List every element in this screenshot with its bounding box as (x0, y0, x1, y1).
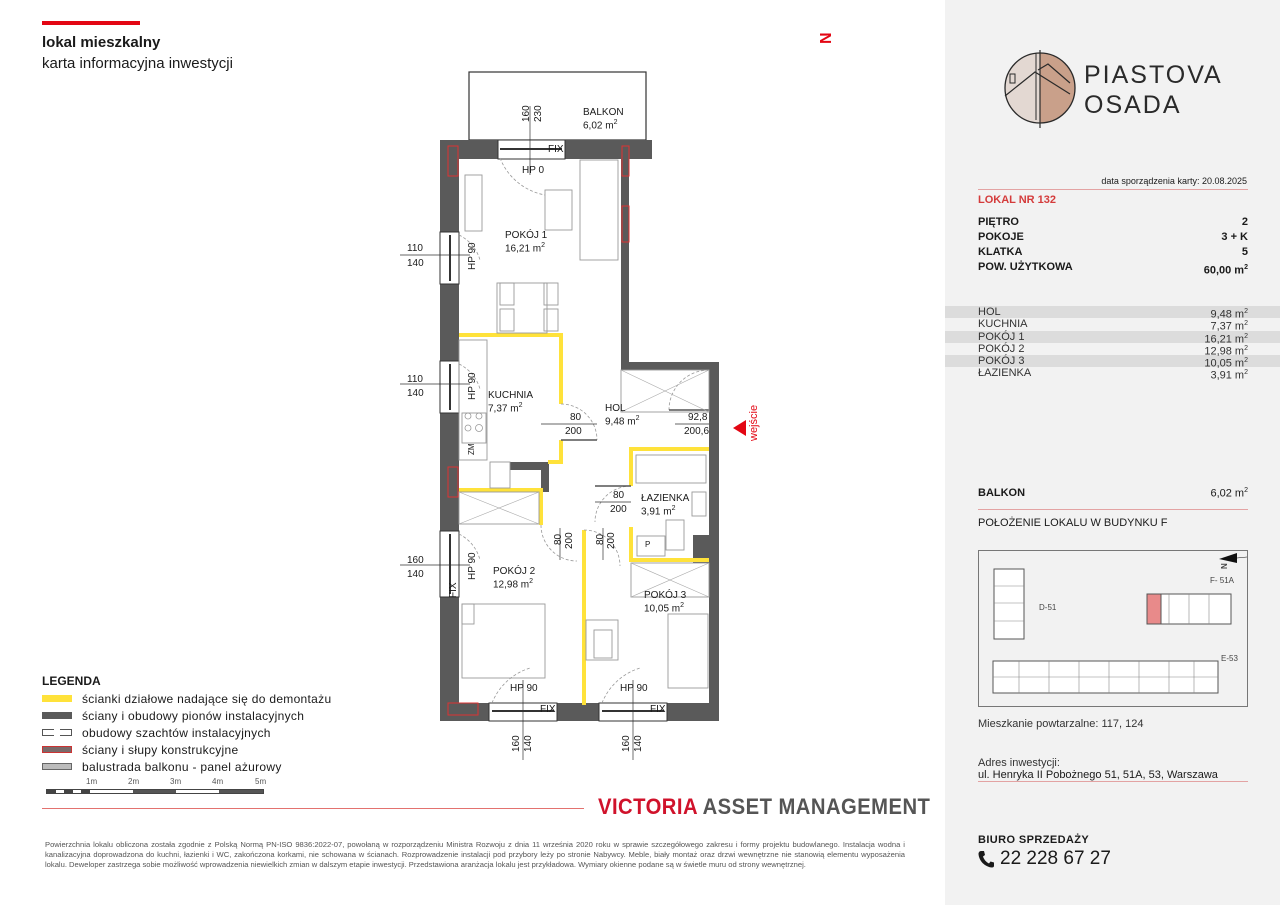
room-row-lazienka: ŁAZIENKA 3,91 $m^2$ (978, 367, 1248, 383)
document-subtitle: karta informacyjna inwestycji (42, 55, 233, 72)
fact-staircase: KLATKA 5 (978, 246, 1248, 258)
kuchnia-window-height: 140 (407, 388, 424, 399)
developer-brand: VICTORIA ASSET MANAGEMENT (598, 794, 931, 819)
pokoj2-window-fix: FIX (448, 582, 459, 598)
legend-item-demolishable: ścianki działowe nadające się do demontażu (42, 690, 331, 707)
location-title: POŁOŻENIE LOKALU W BUDYNKU F (978, 517, 1168, 529)
pokoj3-bottom-window-sill: HP 90 (620, 683, 648, 694)
balcony-divider (978, 509, 1248, 510)
fact-usable-area: POW. UŻYTKOWA 60,00 $m^2$ (978, 261, 1248, 277)
address-divider (978, 781, 1248, 782)
shaft-outline-icon (42, 729, 54, 736)
repeat-units: Mieszkanie powtarzalne: 117, 124 (978, 718, 1144, 730)
document-title: lokal mieszkalny (42, 34, 161, 51)
legend-title: LEGENDA (42, 674, 101, 688)
room-label-pokoj-3: POKÓJ 3 10,05 $m^2$ (644, 590, 687, 615)
legend-item-installation-walls: ściany i obudowy pionów instalacyjnych (42, 707, 331, 724)
dark-swatch-icon (42, 712, 72, 719)
site-plan-map (978, 550, 1248, 707)
pokoj1-window-height: 140 (407, 258, 424, 269)
scale-bar (46, 789, 264, 794)
balkon-door-sill: HP 0 (522, 165, 545, 176)
balkon-door-dim-a: 160 (521, 105, 532, 122)
room-label-hol: HOL 9,48 $m^2$ (605, 403, 640, 428)
fact-floor: PIĘTRO 2 (978, 216, 1248, 228)
phone-number[interactable]: 22 228 67 27 (1000, 848, 1111, 869)
room-label-pokoj-2: POKÓJ 2 12,98 $m^2$ (493, 566, 536, 591)
kuchnia-door-width: 80 (570, 412, 582, 423)
floor-plan (380, 0, 800, 780)
pokoj2-bottom-window-sill: HP 90 (510, 683, 538, 694)
address-label: Adres inwestycji: (978, 757, 1060, 769)
pokoj2-bottom-window-dim-a: 160 (511, 735, 522, 752)
kuchnia-window-width: 110 (407, 374, 423, 385)
fridge-label: ZM (467, 443, 476, 455)
footer-divider (42, 808, 584, 809)
site-north-indicator: N (1220, 563, 1229, 569)
pokoj2-bottom-window-dim-b: 140 (523, 735, 534, 752)
pokoj3-door-height: 200 (606, 532, 617, 549)
date-divider (978, 189, 1248, 190)
card-date: data sporządzenia karty: 20.08.2025 (1101, 176, 1247, 186)
yellow-swatch-icon (42, 695, 72, 702)
structural-swatch-icon (42, 746, 72, 753)
room-row-pokoj-2: POKÓJ 2 12,98 $m^2$ (978, 342, 1248, 358)
piastova-logo-text: PIASTOVA OSADA (1084, 61, 1223, 119)
room-label-balkon: BALKON 6,02 $m^2$ (583, 107, 624, 132)
lazienka-door-height: 200 (610, 504, 627, 515)
north-indicator: N (818, 32, 835, 44)
room-row-kuchnia: KUCHNIA 7,37 $m^2$ (978, 318, 1248, 333)
pokoj2-bottom-window-fix: FIX (540, 704, 556, 715)
header-accent-bar (42, 21, 140, 25)
legal-disclaimer: Powierzchnia lokalu obliczona została zgodnie z Polską Normą PN-ISO 9836:2022-07, powołaną w rozporządzeniu Ministra Rozwoju z dnia 11 września 2020 roku w sprawie szczegółowego zakresu i formy projektu budowlanego. Instalacja wodna i kanalizacyjna doprowadzona do kuchni, łazienki i WC, zakończona korkami, nie schowana w ścianach. Rozprowadzenie instalacji pod przybory leży po stronie Nabywcy. Meble, biały montaż oraz drzwi wewnętrzne nie stanowią elementu wyposażenia lokalu. Deweloper zastrzega sobie możliwość wprowadzenia niewielkich zmian w dalszym etapie inwestycji. Przedstawiona aranżacja lokalu jest przykładowa. Wymiary okienne podane są w świetle muru od strony wewnętrznej. (45, 840, 905, 870)
balustrade-swatch-icon (42, 763, 72, 770)
phone-icon (978, 850, 994, 868)
kuchnia-window-sill: HP 90 (467, 372, 478, 400)
pokoj3-bottom-window-dim-b: 140 (633, 735, 644, 752)
unit-facts (978, 215, 1248, 275)
legend-item-structural: ściany i słupy konstrukcyjne (42, 741, 331, 758)
pokoj2-door-height: 200 (564, 532, 575, 549)
fact-rooms: POKOJE 3 + K (978, 231, 1248, 243)
pokoj3-door-width: 80 (595, 533, 606, 545)
washer-label: P (645, 540, 651, 549)
room-row-pokoj-3: POKÓJ 3 10,05 $m^2$ (945, 355, 1280, 367)
site-plan-drawing (979, 551, 1247, 706)
sales-office-label: BIURO SPRZEDAŻY (978, 834, 1090, 846)
pokoj2-window-height: 140 (407, 569, 424, 580)
entrance-label: wejście (748, 404, 760, 441)
pokoj2-window-width: 160 (407, 555, 424, 566)
room-row-hol: HOL 9,48 $m^2$ (945, 306, 1280, 318)
piastova-logo-icon (1000, 48, 1080, 128)
pokoj1-window-sill: HP 90 (467, 242, 478, 270)
sales-phone[interactable] (978, 848, 1111, 870)
balcony-area: BALKON 6,02 $m^2$ (978, 487, 1248, 500)
shaft-outline-icon (60, 729, 72, 736)
room-label-kuchnia: KUCHNIA 7,37 $m^2$ (488, 390, 534, 415)
balkon-door-dim-b: 230 (533, 105, 544, 122)
pokoj1-window-width: 110 (407, 243, 423, 254)
entrance-door-height: 200,6 (684, 426, 710, 437)
unit-number: LOKAL NR 132 (978, 194, 1057, 206)
legend (42, 674, 331, 775)
room-label-lazienka: ŁAZIENKA 3,91 $m^2$ (641, 493, 690, 518)
room-areas-table (945, 306, 1280, 383)
room-label-pokoj-1: POKÓJ 1 16,21 $m^2$ (505, 230, 548, 255)
room-row-pokoj-1: POKÓJ 1 16,21 $m^2$ (945, 331, 1280, 343)
kuchnia-door-height: 200 (565, 426, 582, 437)
building-e-label: E-53 (1221, 654, 1238, 663)
pokoj2-window-sill: HP 90 (467, 552, 478, 580)
balkon-door-fix: FIX (548, 144, 564, 155)
address-value: ul. Henryka II Pobożnego 51, 51A, 53, Warszawa (978, 769, 1218, 781)
legend-item-balustrade: balustrada balkonu - panel ażurowy (42, 758, 331, 775)
building-f-label: F- 51A (1210, 576, 1235, 585)
pokoj3-bottom-window-dim-a: 160 (621, 735, 632, 752)
building-d-label: D-51 (1039, 603, 1057, 612)
legend-item-shafts: obudowy szachtów instalacyjnych (42, 724, 331, 741)
entrance-door-width: 92,8 (688, 412, 708, 423)
pokoj2-door-width: 80 (553, 533, 564, 545)
lazienka-door-width: 80 (613, 490, 625, 501)
pokoj3-bottom-window-fix: FIX (650, 704, 666, 715)
